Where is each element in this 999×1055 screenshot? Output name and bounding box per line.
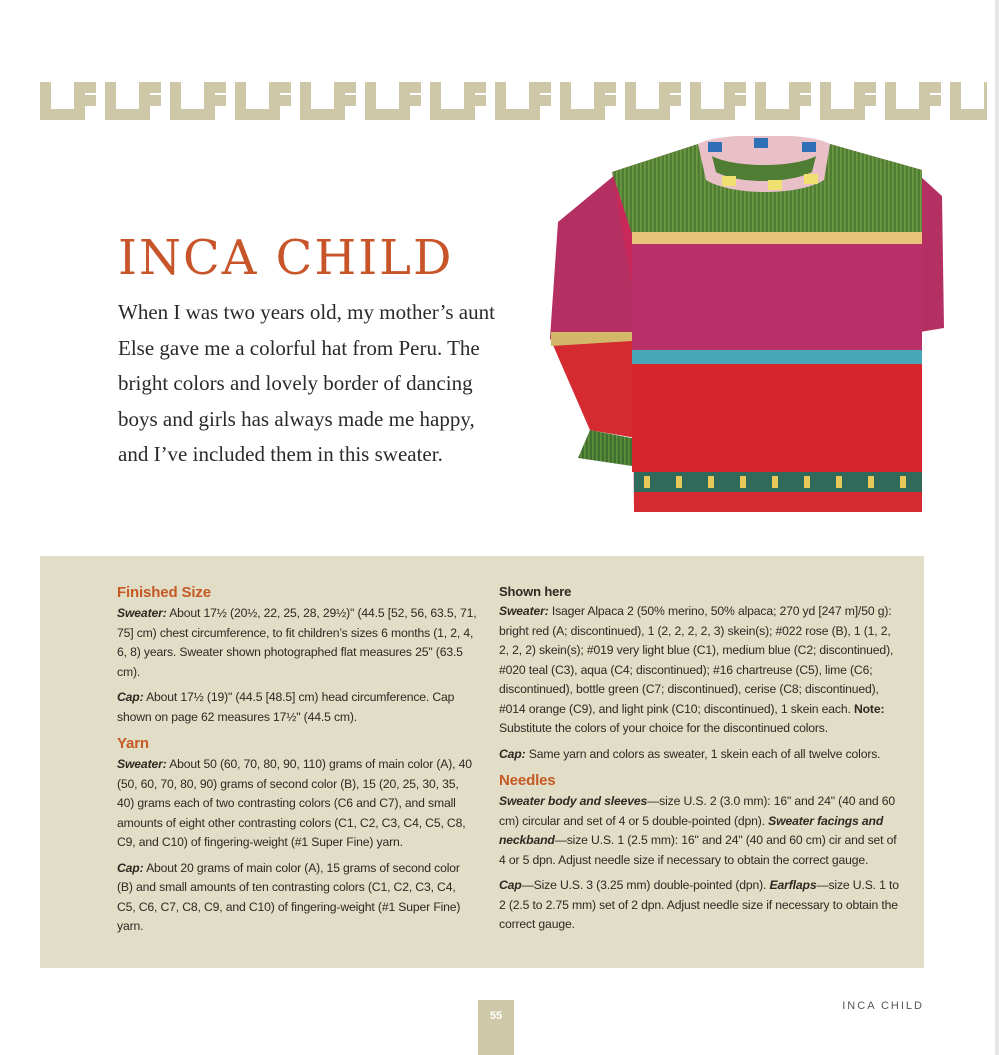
intro-text: When I was two years old, my mother’s aunt Else gave me a colorful hat from Peru. The bright colors and lovely border of dancing boys and girls has always made me happy, and I’ve included them in this sweater. — [118, 300, 495, 466]
needles-earflaps-text: —size U.S. 1 to 2 (2.5 to 2.75 mm) set of 2 dpn. Adjust needle size if necessary to obtain the correct gauge. — [499, 878, 899, 931]
step-motif-border — [40, 82, 987, 120]
yarn-cap-label: Cap: — [117, 860, 144, 875]
shown-here-cap-text: Same yarn and colors as sweater, 1 skein each of all twelve colors. — [528, 746, 881, 761]
sweater-photo — [548, 136, 944, 518]
finished-size-sweater — [117, 604, 477, 682]
note-text: Substitute the colors of your choice for the discontinued colors. — [499, 721, 828, 735]
needles-earflaps-label: Earflaps — [769, 878, 817, 892]
needles-body-label: Sweater body and sleeves — [499, 794, 648, 808]
page-edge — [995, 0, 999, 1055]
shown-here-heading: Shown here — [499, 584, 572, 599]
shown-here-sweater — [499, 602, 899, 739]
finished-size-cap — [117, 688, 477, 727]
running-head: INCA CHILD — [842, 1000, 924, 1012]
needles-heading: Needles — [499, 772, 556, 789]
finished-size-heading: Finished Size — [117, 584, 211, 601]
yarn-heading: Yarn — [117, 735, 149, 752]
right-column — [499, 582, 899, 941]
needles-sweater — [499, 792, 899, 870]
note-label: Note: — [853, 701, 885, 716]
yarn-cap-text: About 20 grams of main color (A), 15 grams of second color (B) and small amounts of ten contrasting colors (C1, C2, C3, C4, C5, C6, C7, C8, C9, and C10) of fingering-weight (#1 Super Fine) yarn. — [117, 860, 461, 933]
page-title: INCA CHILD — [118, 230, 454, 286]
needles-cap — [499, 876, 899, 935]
shown-here-sweater-label: Sweater: — [499, 604, 549, 618]
finished-size-cap-text: About 17½ (19)" (44.5 [48.5] cm) head circumference. Cap shown on page 62 measures 17½" (44.5 cm). — [117, 690, 455, 724]
needles-cap-label: Cap — [499, 878, 522, 892]
left-column — [117, 582, 477, 943]
yarn-sweater-label: Sweater: — [117, 757, 167, 771]
needles-facings-text: —size U.S. 1 (2.5 mm): 16" and 24" (40 and 60 cm) cir and set of 4 or 5 dpn. Adjust needle size if necessary to obtain the correct gauge. — [499, 833, 897, 867]
finished-size-sweater-label: Sweater: — [117, 606, 167, 620]
shown-here-cap-label: Cap: — [499, 746, 526, 761]
yarn-cap — [117, 859, 477, 937]
finished-size-cap-label: Cap: — [117, 690, 144, 704]
needles-facings-label: Sweater facings and neckband — [499, 813, 884, 847]
shown-here-cap — [499, 745, 899, 765]
finished-size-sweater-text: About 17½ (20½, 22, 25, 28, 29½)" (44.5 [52, 56, 63.5, 71, 75] cm) chest circumference, to fit children’s sizes 6 months (1, 2, 4, 6, 8) years. Sweater shown photographed flat measures 25" (63.5 cm). — [117, 606, 477, 679]
page-number-tab — [478, 1000, 514, 1055]
yarn-sweater-text: About 50 (60, 70, 80, 90, 110) grams of main color (A), 40 (50, 60, 70, 80, 90) grams of second color (B), 15 (20, 25, 30, 35, 40) grams each of two contrasting colors (C6 and C7), and small amounts of eight other contrasting colors (C1, C2, C3, C4, C5, C8, C9, and C10) of fingering-weight (#1 Super Fine) yarn. — [117, 757, 472, 849]
page-number: 55 — [489, 1010, 503, 1022]
shown-here-sweater-text: Isager Alpaca 2 (50% merino, 50% alpaca; 270 yd [247 m]/50 g): bright red (A; discontinued), 1 (2, 2, 2, 2, 3) skein(s); #022 rose (B), 1 (1, 2, 2, 2, 2) skein(s); #019 very light blue (C1), medium blue (C2; discontinued), #020 teal (C3), aqua (C4; discontinued); #16 chartreuse (C5), lime (C6; discontinued), bottle green (C7; discontinued), cerise (C8; discontinued), #014 orange (C9), and light pink (C10; discontinued), 1 skein each. — [499, 604, 894, 716]
info-panel — [40, 556, 924, 968]
yarn-sweater — [117, 755, 477, 853]
needles-cap-text: —Size U.S. 3 (3.25 mm) double-pointed (dpn). — [521, 878, 767, 892]
needles-body-text: —size U.S. 2 (3.0 mm): 16" and 24" (40 and 60 cm) circular and set of 4 or 5 double-pointed (dpn). — [499, 794, 895, 828]
